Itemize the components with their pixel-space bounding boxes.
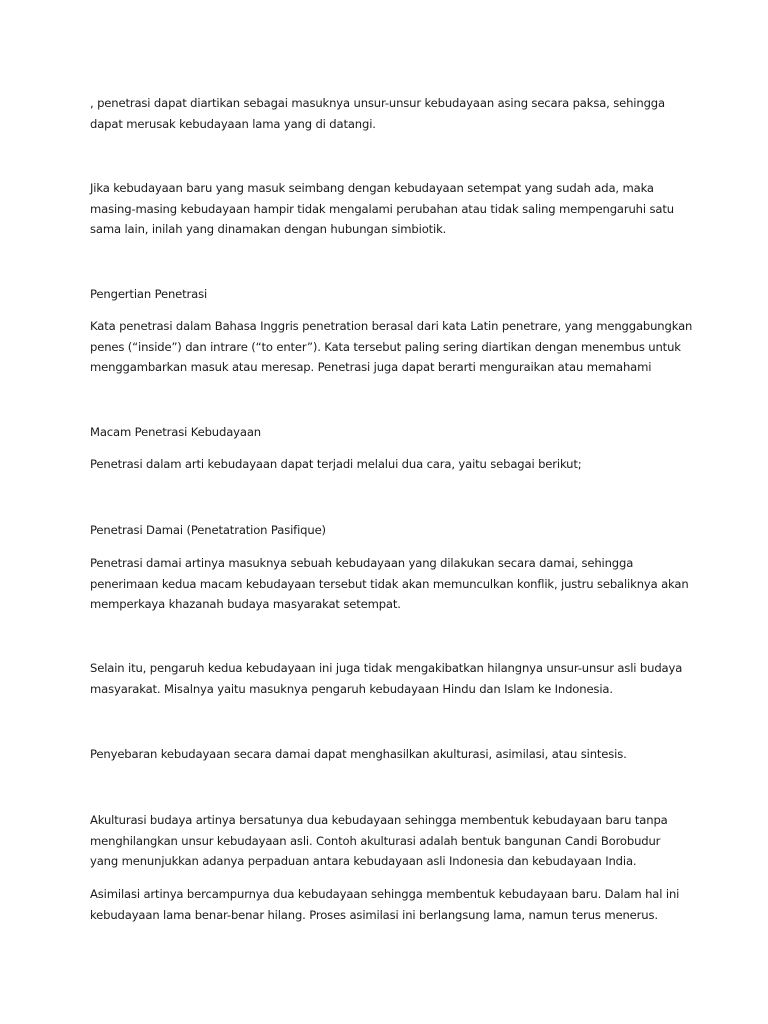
heading-macam-penetrasi [90, 422, 690, 443]
heading-penetrasi-damai [90, 520, 690, 541]
text-line: masing-masing kebudayaan hampir tidak mengalami perubahan atau tidak saling mempengaruhi satu [90, 201, 674, 216]
text-line: penerimaan kedua macam kebudayaan tersebut tidak akan memunculkan konflik, justru sebaliknya akan [90, 576, 689, 591]
paragraph-akulturasi [90, 810, 690, 872]
paragraph-penetrasi-definition [90, 93, 690, 134]
text-line: menghilangkan unsur kebudayaan asli. Contoh akulturasi adalah bentuk bangunan Candi Borobudur [90, 833, 661, 848]
paragraph-dua-cara [90, 454, 690, 475]
text-line: Jika kebudayaan baru yang masuk seimbang dengan kebudayaan setempat yang sudah ada, maka [90, 181, 654, 195]
paragraph-selain-itu [90, 658, 690, 699]
heading-text: Pengertian Penetrasi [90, 287, 208, 301]
paragraph-asimilasi [90, 884, 690, 925]
text-line: Asimilasi artinya bercampurnya dua kebudayaan sehingga membentuk kebudayaan baru. Dalam hal ini [90, 887, 680, 901]
paragraph-penyebaran [90, 744, 690, 765]
heading-pengertian-penetrasi [90, 284, 690, 305]
text-line: Penetrasi dalam arti kebudayaan dapat terjadi melalui dua cara, yaitu sebagai berikut; [90, 457, 582, 471]
text-line: , penetrasi dapat diartikan sebagai masuknya unsur-unsur kebudayaan asing secara paksa, sehingga [90, 96, 665, 110]
text-line: penes (“inside”) dan intrare (“to enter”). Kata tersebut paling sering diartikan dengan menembus untuk [90, 339, 681, 354]
text-line: dapat merusak kebudayaan lama yang di datangi. [90, 116, 376, 131]
text-line: memperkaya khazanah budaya masyarakat setempat. [90, 597, 401, 611]
text-line: kebudayaan lama benar-benar hilang. Proses asimilasi ini berlangsung lama, namun terus menerus. [90, 907, 658, 922]
text-line: sama lain, inilah yang dinamakan dengan hubungan simbiotik. [90, 222, 447, 236]
paragraph-penetrasi-damai [90, 553, 690, 615]
text-line: masyarakat. Misalnya yaitu masuknya pengaruh kebudayaan Hindu dan Islam ke Indonesia. [90, 681, 613, 696]
text-line: Kata penetrasi dalam Bahasa Inggris penetration berasal dari kata Latin penetrare, yang menggabungkan [90, 319, 693, 333]
text-line: Akulturasi budaya artinya bersatunya dua kebudayaan sehingga membentuk kebudayaan baru tanpa [90, 813, 668, 827]
text-line: Penyebaran kebudayaan secara damai dapat menghasilkan akulturasi, asimilasi, atau sintesis. [90, 747, 627, 761]
text-line: Selain itu, pengaruh kedua kebudayaan ini juga tidak mengakibatkan hilangnya unsur-unsur asli budaya [90, 661, 683, 675]
paragraph-simbiotik [90, 178, 690, 240]
text-line: menggambarkan masuk atau meresap. Penetrasi juga dapat berarti menguraikan atau memahami [90, 360, 652, 374]
heading-text: Macam Penetrasi Kebudayaan [90, 425, 261, 439]
paragraph-kata-penetrasi [90, 316, 693, 378]
text-line: Penetrasi damai artinya masuknya sebuah kebudayaan yang dilakukan secara damai, sehingga [90, 556, 634, 570]
heading-text: Penetrasi Damai (Penetatration Pasifique) [90, 523, 326, 537]
text-line: yang menunjukkan adanya perpaduan antara kebudayaan asli Indonesia dan kebudayaan India. [90, 854, 637, 868]
